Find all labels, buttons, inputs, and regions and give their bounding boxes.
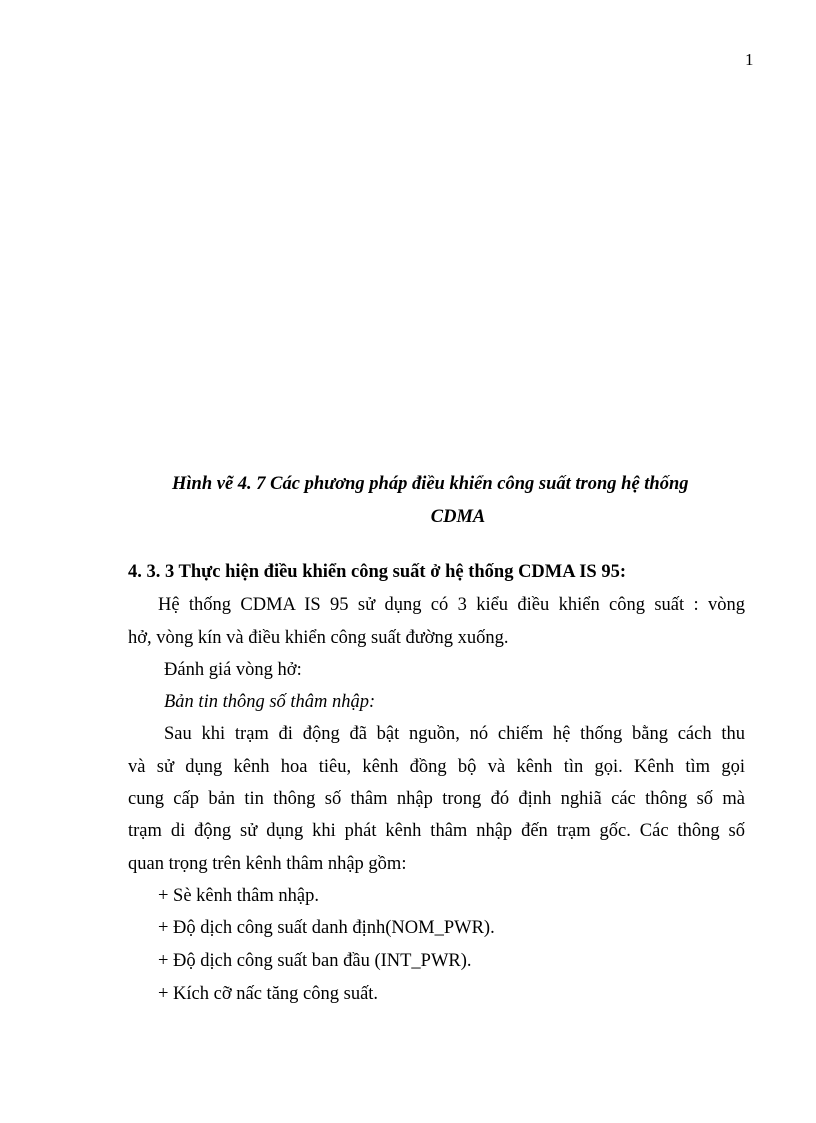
figure-caption-line1: Hình vẽ 4. 7 Các phương pháp điều khiển công suất trong hệ thống	[172, 474, 689, 494]
figure-caption-line2: CDMA	[430, 507, 486, 527]
intro-paragraph-line2: hở, vòng kín và điều khiển công suất đường xuống.	[128, 628, 509, 648]
list-item: + Độ dịch công suất danh định(NOM_PWR).	[158, 918, 495, 938]
body-paragraph-line3: cung cấp bản tin thông số thâm nhập trong đó định nghiã các thông số mà	[128, 789, 745, 809]
body-paragraph-line2: và sử dụng kênh hoa tiêu, kênh đồng bộ và kênh tìn gọi. Kênh tìm gọi	[128, 757, 745, 777]
body-paragraph-line1: Sau khi trạm đi động đã bật nguồn, nó chiếm hệ thống bằng cách thu	[164, 724, 745, 744]
list-item: + Sè kênh thâm nhập.	[158, 886, 319, 906]
section-heading: 4. 3. 3 Thực hiện điều khiển công suất ở hệ thống CDMA IS 95:	[128, 562, 626, 582]
list-item: + Độ dịch công suất ban đầu (INT_PWR).	[158, 951, 472, 971]
intro-paragraph-line1: Hệ thống CDMA IS 95 sử dụng có 3 kiểu điều khiển công suất : vòng	[158, 595, 745, 615]
page-number: 1	[745, 50, 754, 69]
sub-subheading: Bản tin thông số thâm nhập:	[164, 692, 376, 712]
body-paragraph-line5: quan trọng trên kênh thâm nhập gồm:	[128, 854, 407, 874]
list-item: + Kích cỡ nấc tăng công suất.	[158, 984, 379, 1004]
body-paragraph-line4: trạm di động sử dụng khi phát kênh thâm nhập đến trạm gốc. Các thông số	[128, 821, 745, 841]
subheading: Đánh giá vòng hở:	[164, 660, 302, 680]
